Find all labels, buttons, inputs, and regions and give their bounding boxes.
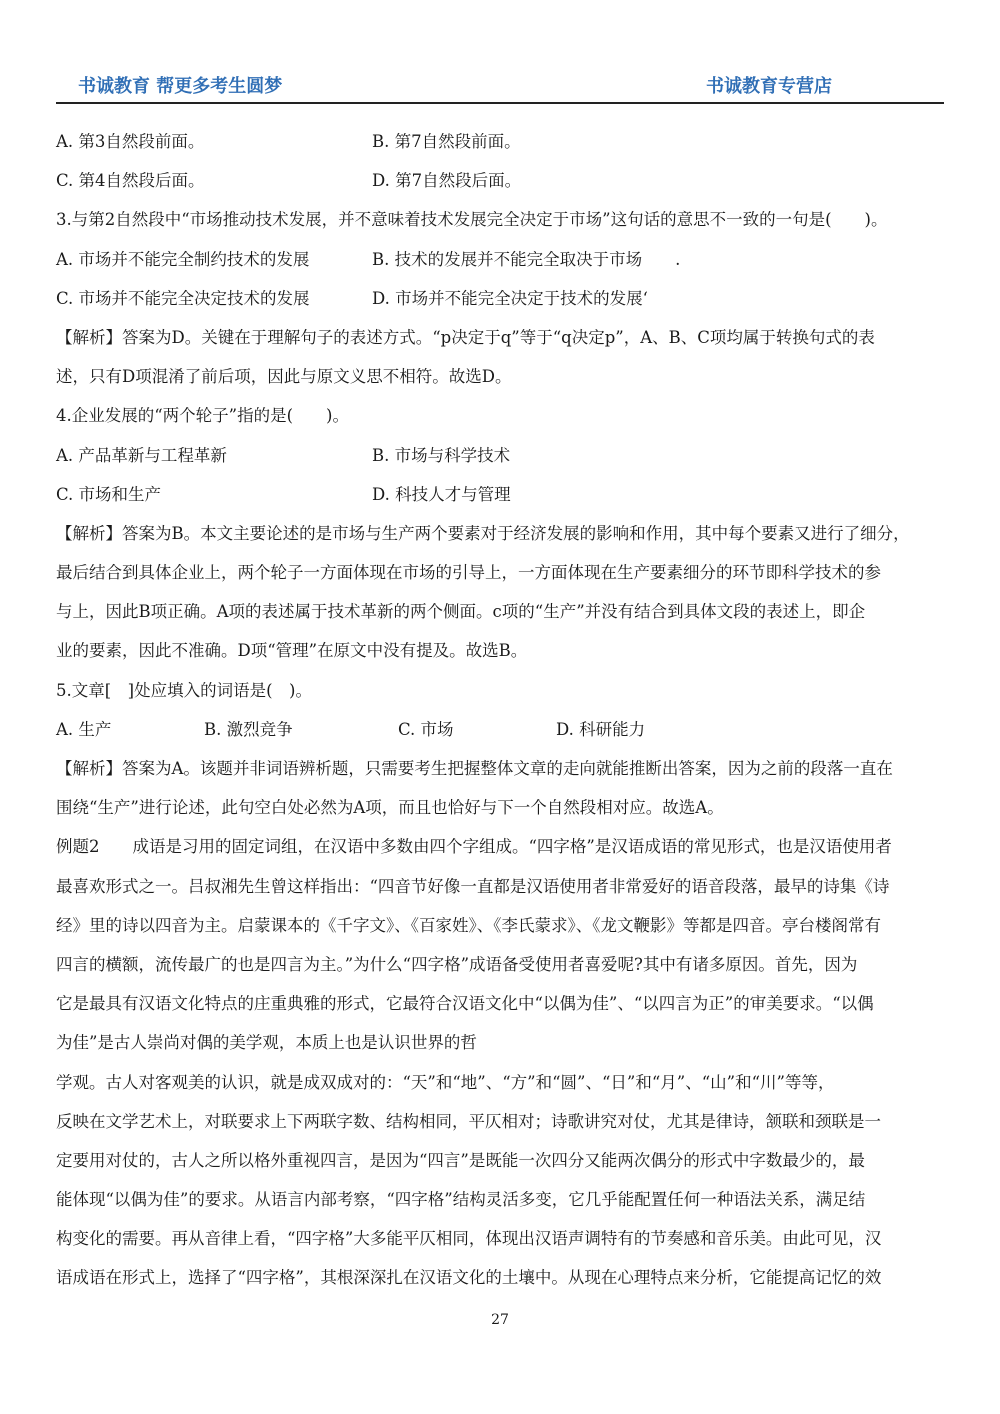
example2-line: 反映在文学艺术上，对联要求上下两联字数、结构相同，平仄相对；诗歌讲究对仗，尤其是律诗，颔联和颈联是一 bbox=[56, 1111, 881, 1131]
example2-line: 构变化的需要。再从音律上看，“四字格”大多能平仄相同，体现出汉语声调特有的节奏感和音乐美。由此可见，汉 bbox=[56, 1229, 882, 1249]
option-row bbox=[56, 475, 946, 514]
q3-option-c: C. 市场并不能完全决定技术的发展 bbox=[56, 288, 310, 308]
q4-analysis-line: 业的要素，因此不准确。D项“管理”在原文中没有提及。故选B。 bbox=[56, 641, 528, 661]
page-number: 27 bbox=[491, 1312, 509, 1328]
q5-analysis-line: 围绕“生产”进行论述，此句空白处必然为A项，而且也恰好与下一个自然段相对应。故选A。 bbox=[56, 798, 724, 818]
example2-line: 例题2 成语是习用的固定词组，在汉语中多数由四个字组成。“四字格”是汉语成语的常见形式，也是汉语使用者 bbox=[56, 837, 892, 857]
q3-option-d: D. 市场并不能完全决定于技术的发展‘ bbox=[372, 288, 648, 308]
example2-line: 学观。古人对客观美的认识，就是成双成对的：“天”和“地”、“方”和“圆”、“日”和“月”、“山”和“川”等等， bbox=[56, 1072, 835, 1092]
option-row bbox=[56, 240, 946, 279]
q4-option-d: D. 科技人才与管理 bbox=[372, 484, 511, 504]
q5-option-b: B. 激烈竞争 bbox=[204, 719, 293, 739]
example2-line: 能体现“以偶为佳”的要求。从语言内部考察，“四字格”结构灵活多变，它几乎能配置任何一种语法关系，满足结 bbox=[56, 1190, 866, 1210]
option-row bbox=[56, 122, 946, 161]
q5-option-d: D. 科研能力 bbox=[556, 719, 646, 739]
q4-option-b: B. 市场与科学技术 bbox=[372, 445, 511, 465]
q5-option-a: A. 生产 bbox=[56, 719, 112, 739]
q5-stem: 5.文章[ ]处应填入的词语是( )。 bbox=[56, 680, 312, 700]
q3-analysis-line: 述，只有D项混淆了前后项，因此与原文义思不相符。故选D。 bbox=[56, 367, 512, 387]
q4-analysis-line: 【解析】答案为B。本文主要论述的是市场与生产两个要素对于经济发展的影响和作用，其中每个要素又进行了细分， bbox=[56, 523, 910, 543]
option-row bbox=[56, 710, 946, 749]
page-header bbox=[56, 72, 944, 104]
q4-option-a: A. 产品革新与工程革新 bbox=[56, 445, 227, 465]
q5-analysis-line: 【解析】答案为A。该题并非词语辨析题，只需要考生把握整体文章的走向就能推断出答案，因为之前的段落一直在 bbox=[56, 759, 893, 778]
option-row bbox=[56, 161, 946, 200]
example2-line: 定要用对仗的，古人之所以格外重视四言，是因为“四言”是既能一次四分又能两次偶分的形式中字数最少的，最 bbox=[56, 1150, 865, 1170]
q4-analysis-line: 最后结合到具体企业上，两个轮子一方面体现在市场的引导上，一方面体现在生产要素细分的环节即科学技术的参 bbox=[56, 563, 881, 583]
q2-option-d: D. 第7自然段后面。 bbox=[372, 171, 522, 191]
header-left-slogan: 书诚教育 帮更多考生圆梦 bbox=[78, 76, 283, 97]
page-content bbox=[56, 122, 946, 1298]
q2-option-b: B. 第7自然段前面。 bbox=[372, 132, 521, 151]
example2-line: 语成语在形式上，选择了“四字格”，其根深深扎在汉语文化的土壤中。从现在心理特点来分析，它能提高记忆的效 bbox=[56, 1268, 882, 1288]
q4-stem: 4.企业发展的“两个轮子”指的是( )。 bbox=[56, 406, 349, 426]
example2-line: 最喜欢形式之一。吕叔湘先生曾这样指出：“四音节好像一直都是汉语使用者非常爱好的语音段落，最早的诗集《诗 bbox=[56, 876, 890, 896]
header-right-store: 书诚教育专营店 bbox=[706, 76, 832, 97]
q3-option-a: A. 市场并不能完全制约技术的发展 bbox=[56, 249, 310, 269]
option-row bbox=[56, 279, 946, 318]
option-row bbox=[56, 436, 946, 475]
q5-option-c: C. 市场 bbox=[398, 719, 454, 739]
q2-option-c: C. 第4自然段后面。 bbox=[56, 171, 205, 191]
q3-stem: 3.与第2自然段中“市场推动技术发展，并不意味着技术发展完全决定于市场”这句话的意思不一致的一句是( )。 bbox=[56, 210, 888, 230]
q4-option-c: C. 市场和生产 bbox=[56, 484, 162, 504]
example2-line: 为佳”是古人崇尚对偶的美学观，本质上也是认识世界的哲 bbox=[56, 1033, 477, 1053]
example2-line: 四言的横额，流传最广的也是四言为主。”为什么“四字格”成语备受使用者喜爱呢?其中有诸多原因。首先，因为 bbox=[56, 954, 858, 974]
q4-analysis-line: 与上，因此B项正确。A项的表述属于技术革新的两个侧面。c项的“生产”并没有结合到具体文段的表述上，即企 bbox=[56, 602, 866, 622]
q3-option-b: B. 技术的发展并不能完全取决于市场 . bbox=[372, 249, 681, 269]
example2-line: 它是最具有汉语文化特点的庄重典雅的形式，它最符合汉语文化中“以偶为佳”、“以四言为正”的审美要求。“以偶 bbox=[56, 994, 874, 1014]
example2-line: 经》里的诗以四音为主。启蒙课本的《千字文》、《百家姓》、《李氏蒙求》、《龙文鞭影》等都是四音。亭台楼阁常有 bbox=[56, 915, 881, 935]
q3-analysis-line: 【解析】答案为D。关键在于理解句子的表述方式。“p决定于q”等于“q决定p”，A、B、C项均属于转换句式的表 bbox=[56, 327, 875, 347]
q2-option-a: A. 第3自然段前面。 bbox=[56, 132, 205, 151]
